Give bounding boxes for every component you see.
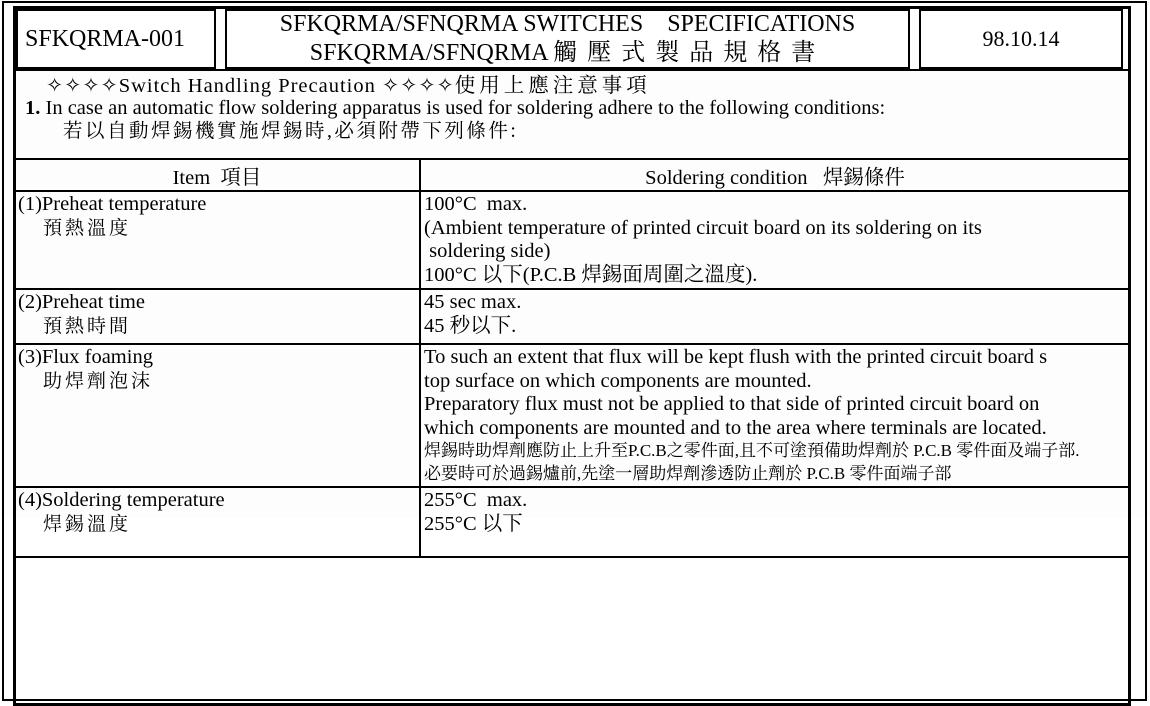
- title-line-2-cjk: 觸壓式製品規格書: [553, 40, 826, 66]
- item-label-en: (1)Preheat temperature: [18, 193, 207, 215]
- title-line-2-latin: SFKQRMA/SFNQRMA: [309, 40, 554, 66]
- condition-cell: [420, 487, 1130, 557]
- doc-number-cell: [16, 9, 216, 69]
- precaution-heading-latin: ✧✧✧✧Switch Handling Precaution ✧✧✧✧: [46, 75, 455, 97]
- condition-line: Preparatory flux must not be applied to that side of printed circuit board on: [424, 393, 1040, 415]
- date-cell: [919, 9, 1123, 69]
- column-header-item: Item 項目: [14, 159, 420, 191]
- precaution-section: [16, 75, 1128, 144]
- table-row: [14, 344, 1130, 487]
- condition-line: To such an extent that flux will be kept flush with the printed circuit board s: [424, 346, 1048, 368]
- table-header-row: [14, 159, 1130, 191]
- title-line-1: SFKQRMA/SFNQRMA SWITCHES SPECIFICATIONS: [279, 11, 856, 37]
- item-cell: [14, 191, 420, 289]
- condition-cell: [420, 344, 1130, 487]
- condition-line: 45 sec max.: [424, 291, 522, 313]
- condition-line: 100°C 以下(P.C.B 焊錫面周圍之溫度).: [424, 263, 758, 286]
- item-label-en: (4)Soldering temperature: [18, 489, 225, 511]
- doc-number: SFKQRMA-001: [25, 25, 186, 52]
- table-row: [14, 289, 1130, 344]
- condition-line: 255°C max.: [424, 489, 528, 511]
- item-cell: [14, 289, 420, 344]
- condition-cell: [420, 191, 1130, 289]
- item-cell: [14, 487, 420, 557]
- item-label-cjk: 預熱時間: [43, 316, 132, 337]
- condition-line: 255°C 以下: [424, 512, 523, 535]
- condition-line: 必要時可於過錫爐前,先塗一層助焊劑滲透防止劑於 P.C.B 零件面端子部: [424, 463, 952, 483]
- item-label-cjk: 焊錫溫度: [43, 514, 132, 535]
- condition-line: 100°C max.: [424, 193, 528, 215]
- condition-cell: [420, 289, 1130, 344]
- item-label-cjk: 助焊劑泡沫: [43, 371, 154, 392]
- precaution-heading-cjk: 使用上應注意事項: [454, 75, 651, 97]
- item-label-cjk: 預熱溫度: [43, 218, 132, 239]
- item-cell: [14, 344, 420, 487]
- note-line-cjk: 若以自動焊錫機實施焊錫時,必須附帶下列條件:: [63, 121, 519, 142]
- item-label-en: (2)Preheat time: [18, 291, 145, 313]
- condition-line: (Ambient temperature of printed circuit board on its soldering on its: [424, 216, 982, 239]
- note-line-english: [25, 97, 1128, 119]
- soldering-conditions-table: [13, 158, 1131, 558]
- note-text: In case an automatic flow soldering apparatus is used for soldering adhere to the following conditions:: [40, 97, 886, 119]
- condition-line: soldering side): [424, 240, 551, 262]
- condition-line: 45 秒以下.: [424, 314, 517, 337]
- inner-border: [13, 6, 1131, 706]
- condition-line: 焊錫時助焊劑應防止上升至P.C.B之零件面,且不可塗預備助焊劑於 P.C.B 零件面及端子部.: [424, 441, 1080, 460]
- note-number: 1.: [25, 97, 41, 119]
- title-line-2: [227, 39, 908, 68]
- condition-line: which components are mounted and to the area where terminals are located.: [424, 416, 1047, 439]
- condition-line: top surface on which components are mounted.: [424, 369, 812, 392]
- header-band: [16, 9, 1128, 71]
- table-row: [14, 487, 1130, 557]
- precaution-heading: [25, 75, 1128, 97]
- revision-date: 98.10.14: [982, 26, 1060, 51]
- table-row: [14, 191, 1130, 289]
- title-cell: [225, 9, 910, 69]
- column-header-soldering-condition: Soldering condition 焊錫條件: [420, 159, 1130, 191]
- item-label-en: (3)Flux foaming: [18, 346, 153, 368]
